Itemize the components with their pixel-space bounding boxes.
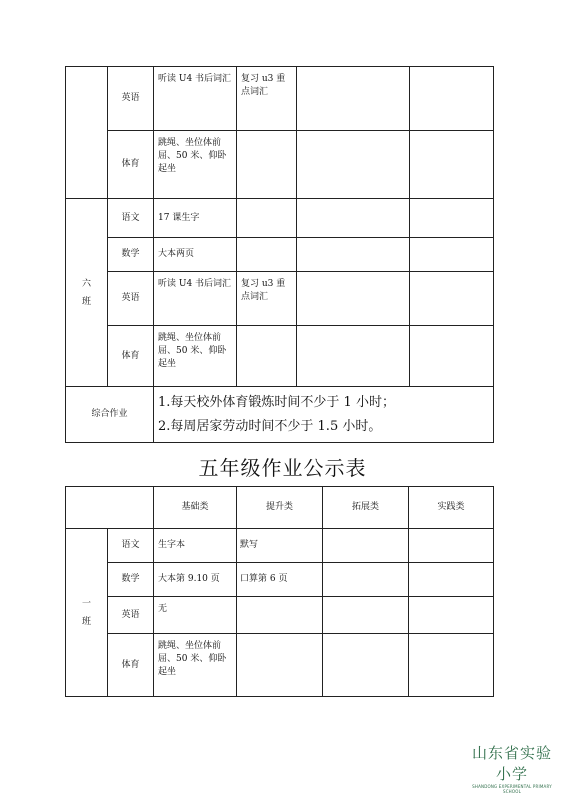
advanced-cell bbox=[237, 131, 297, 199]
advanced-cell: 复习 u3 重点词汇 bbox=[237, 272, 297, 326]
extended-cell bbox=[297, 238, 410, 272]
extended-cell bbox=[323, 563, 409, 597]
subject-cell: 数学 bbox=[108, 238, 154, 272]
table-row bbox=[66, 387, 494, 443]
table-row bbox=[66, 634, 494, 697]
page-title: 五年级作业公示表 bbox=[198, 456, 367, 480]
table-row bbox=[66, 326, 494, 387]
class-label-1 bbox=[66, 529, 108, 697]
basic-cell: 听读 U4 书后词汇 bbox=[154, 272, 237, 326]
extended-cell bbox=[297, 131, 410, 199]
extended-cell bbox=[297, 67, 410, 131]
upper-homework-table bbox=[65, 66, 494, 443]
class-label-char: 班 bbox=[81, 616, 91, 627]
basic-cell: 无 bbox=[154, 597, 237, 634]
extended-cell bbox=[297, 272, 410, 326]
subject-cell: 数学 bbox=[108, 563, 154, 597]
general-homework-line: 1.每天校外体育锻炼时间不少于 1 小时； bbox=[158, 394, 395, 410]
extended-cell bbox=[297, 326, 410, 387]
practice-cell bbox=[410, 131, 494, 199]
header-empty-cell bbox=[66, 487, 154, 529]
header-basic: 基础类 bbox=[154, 487, 237, 529]
basic-cell: 跳绳、坐位体前屈、50 米、仰卧起坐 bbox=[154, 326, 237, 387]
subject-cell: 体育 bbox=[108, 131, 154, 199]
basic-cell: 生字本 bbox=[154, 529, 237, 563]
extended-cell bbox=[297, 199, 410, 238]
subject-cell: 语文 bbox=[108, 529, 154, 563]
school-logo-cn: 山东省实验小学 bbox=[471, 744, 552, 783]
basic-cell: 大本两页 bbox=[154, 238, 237, 272]
extended-cell bbox=[323, 634, 409, 697]
table-row bbox=[66, 238, 494, 272]
general-homework-content bbox=[154, 387, 494, 443]
school-logo bbox=[467, 742, 557, 794]
header-advanced: 提升类 bbox=[237, 487, 323, 529]
practice-cell bbox=[410, 272, 494, 326]
extended-cell bbox=[323, 597, 409, 634]
header-practice: 实践类 bbox=[409, 487, 494, 529]
basic-cell: 大本第 9.10 页 bbox=[154, 563, 237, 597]
practice-cell bbox=[409, 529, 494, 563]
class-label-char: 班 bbox=[81, 296, 91, 307]
general-homework-label: 综合作业 bbox=[66, 387, 154, 443]
practice-cell bbox=[410, 326, 494, 387]
subject-cell: 英语 bbox=[108, 597, 154, 634]
grade5-homework-table bbox=[65, 486, 494, 697]
advanced-cell: 复习 u3 重点词汇 bbox=[237, 67, 297, 131]
basic-cell: 跳绳、坐位体前屈、50 米、仰卧起坐 bbox=[154, 131, 237, 199]
table-row bbox=[66, 272, 494, 326]
practice-cell bbox=[409, 634, 494, 697]
table-row bbox=[66, 563, 494, 597]
advanced-cell: 默写 bbox=[237, 529, 323, 563]
school-logo-en: SHANDONG EXPERIMENTAL PRIMARY SCHOOL bbox=[472, 784, 552, 794]
practice-cell bbox=[409, 597, 494, 634]
class-label-char: 一 bbox=[81, 598, 91, 609]
table-row bbox=[66, 597, 494, 634]
basic-cell: 跳绳、坐位体前屈、50 米、仰卧起坐 bbox=[154, 634, 237, 697]
practice-cell bbox=[410, 67, 494, 131]
subject-cell: 英语 bbox=[108, 272, 154, 326]
general-homework-line: 2.每周居家劳动时间不少于 1.5 小时。 bbox=[158, 418, 382, 434]
advanced-cell bbox=[237, 326, 297, 387]
table-row bbox=[66, 199, 494, 238]
subject-cell: 体育 bbox=[108, 634, 154, 697]
advanced-cell: 口算第 6 页 bbox=[237, 563, 323, 597]
header-extended: 拓展类 bbox=[323, 487, 409, 529]
practice-cell bbox=[409, 563, 494, 597]
subject-cell: 英语 bbox=[108, 67, 154, 131]
class-cell-prev bbox=[66, 67, 108, 199]
practice-cell bbox=[410, 199, 494, 238]
basic-cell: 听读 U4 书后词汇 bbox=[154, 67, 237, 131]
basic-cell: 17 课生字 bbox=[154, 199, 237, 238]
advanced-cell bbox=[237, 199, 297, 238]
table-row bbox=[66, 529, 494, 563]
class-label-char: 六 bbox=[81, 278, 91, 289]
advanced-cell bbox=[237, 238, 297, 272]
table-row bbox=[66, 67, 494, 131]
extended-cell bbox=[323, 529, 409, 563]
advanced-cell bbox=[237, 634, 323, 697]
advanced-cell bbox=[237, 597, 323, 634]
class-label-6 bbox=[66, 199, 108, 387]
practice-cell bbox=[410, 238, 494, 272]
table-header-row bbox=[66, 487, 494, 529]
table-row bbox=[66, 131, 494, 199]
subject-cell: 语文 bbox=[108, 199, 154, 238]
subject-cell: 体育 bbox=[108, 326, 154, 387]
